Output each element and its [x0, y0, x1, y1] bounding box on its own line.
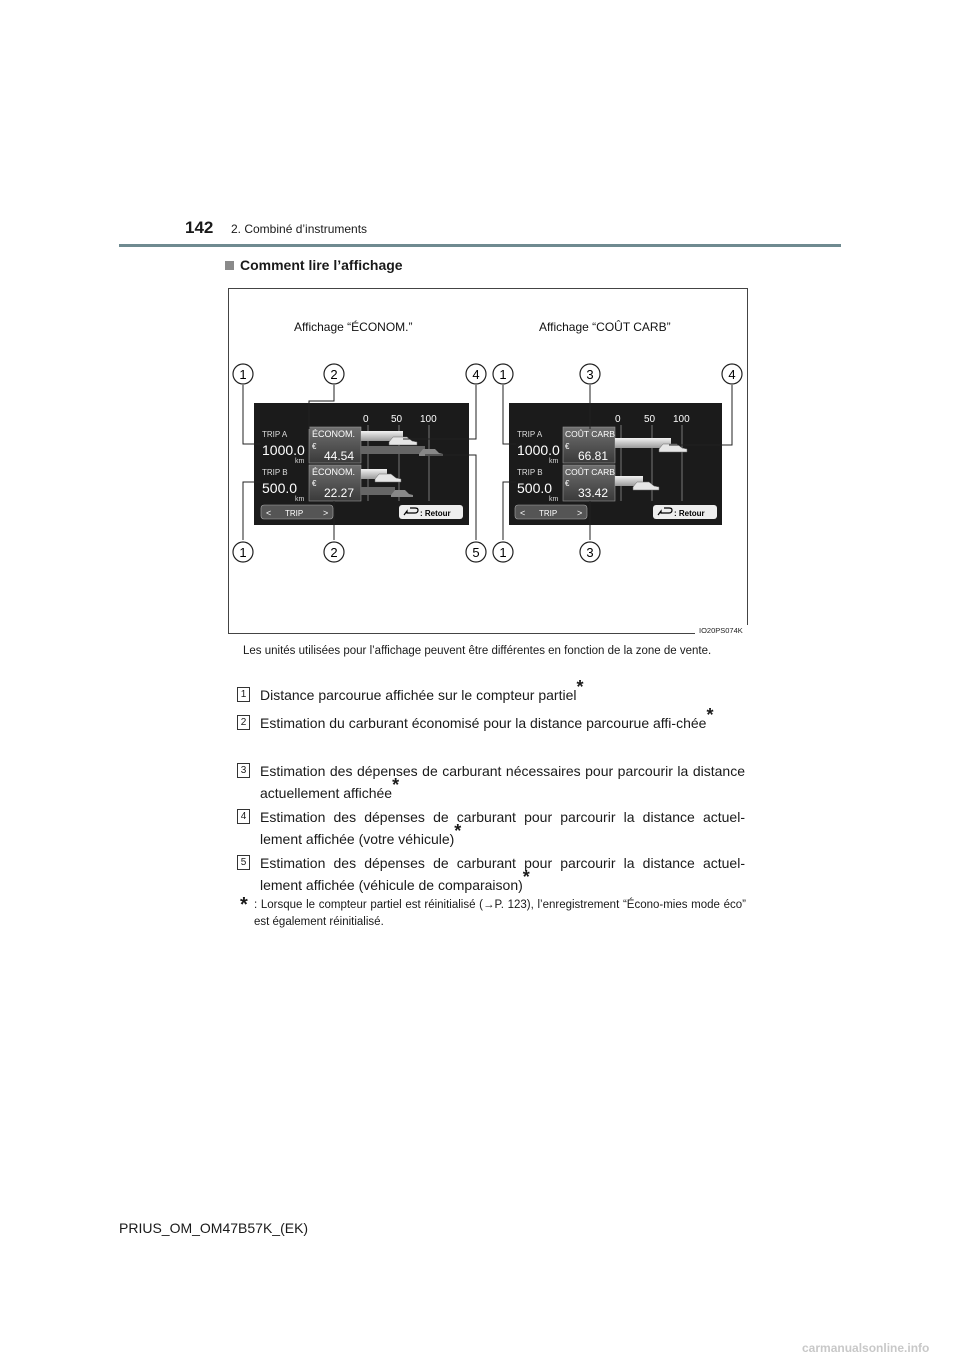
trip-b-unit: km — [549, 496, 559, 503]
euro-b-symbol: € — [312, 479, 317, 488]
item-number-badge: 3 — [237, 763, 250, 778]
section-heading-text: Comment lire l’affichage — [240, 257, 403, 273]
econom-b-value: 22.27 — [324, 486, 355, 500]
trip-a-label: TRIP A — [517, 430, 543, 439]
scale-0-label: 0 — [363, 414, 369, 425]
item-text: Estimation du carburant économisé pour la distance parcourue affi-chée — [260, 715, 707, 731]
econom-a-value: 44.54 — [324, 449, 355, 463]
item-number-badge: 1 — [237, 687, 250, 702]
figure-caption: Les unités utilisées pour l’affichage peuvent être différentes en fonction de la zone de vente. — [243, 645, 712, 657]
list-item — [237, 705, 745, 734]
watermark-text: carmanualsonline.info — [802, 1341, 930, 1355]
asterisk-mark: * — [522, 867, 530, 887]
trip-a-distance: 1000.0 — [262, 442, 305, 458]
trip-button-label: TRIP — [285, 509, 304, 518]
trip-b-distance: 500.0 — [262, 480, 298, 496]
document-code: PRIUS_OM_OM47B57K_(EK) — [119, 1220, 309, 1236]
cout-carb-screen — [509, 403, 722, 525]
asterisk-mark: * — [454, 821, 462, 841]
item-number-badge: 4 — [237, 809, 250, 824]
trip-b-distance: 500.0 — [517, 480, 553, 496]
scale-50-label: 50 — [644, 414, 656, 425]
item-number-badge: 2 — [237, 715, 250, 730]
scale-100-label: 100 — [673, 414, 690, 425]
chevron-left-icon: < — [520, 508, 526, 518]
callout-4: 4 — [728, 367, 736, 382]
section-title: 2. Combiné d’instruments — [231, 222, 368, 236]
callout-4: 4 — [472, 367, 480, 382]
comparison-bar-b — [361, 487, 395, 495]
header-divider — [119, 244, 841, 247]
trip-a-unit: km — [295, 458, 305, 465]
trip-button-label: TRIP — [539, 509, 558, 518]
cost-b-label: COÛT CARB — [565, 467, 615, 477]
square-bullet-icon — [225, 261, 234, 270]
econom-a-label: ÉCONOM. — [312, 429, 356, 439]
footnote-asterisk: * — [240, 894, 248, 916]
econom-screen — [254, 403, 469, 525]
callout-2: 2 — [330, 367, 338, 382]
left-display-title: Affichage “ÉCONOM.” — [294, 320, 413, 334]
asterisk-mark: * — [576, 677, 584, 697]
euro-a-symbol: € — [312, 442, 317, 451]
chevron-left-icon: < — [266, 508, 272, 518]
scale-0-label: 0 — [615, 414, 621, 425]
list-item — [237, 852, 745, 896]
callout-5: 5 — [472, 545, 480, 560]
item-text: Estimation des dépenses de carburant nécessaires pour parcourir la distance actuellement affichée — [260, 763, 745, 801]
section-heading — [216, 257, 403, 273]
callout-1: 1 — [239, 545, 247, 560]
right-display-title: Affichage “COÛT CARB” — [539, 320, 671, 334]
trip-b-label: TRIP B — [262, 468, 288, 477]
back-button-label: : Retour — [674, 509, 705, 518]
cost-a-label: COÛT CARB — [565, 429, 615, 439]
scale-50-label: 50 — [391, 414, 403, 425]
item-number-badge: 5 — [237, 855, 250, 870]
trip-b-unit: km — [295, 496, 305, 503]
list-item — [237, 760, 745, 804]
euro-b-symbol: € — [565, 479, 570, 488]
callout-1: 1 — [499, 367, 507, 382]
item-text: Distance parcourue affichée sur le compteur partiel — [260, 687, 577, 703]
econom-b-label: ÉCONOM. — [312, 467, 356, 477]
back-button-label: : Retour — [420, 509, 451, 518]
list-item — [237, 677, 745, 706]
chevron-right-icon: > — [577, 508, 583, 518]
asterisk-mark: * — [392, 775, 400, 795]
cost-b-value: 33.42 — [578, 486, 609, 500]
trip-a-label: TRIP A — [262, 430, 288, 439]
callout-3: 3 — [586, 545, 594, 560]
instrument-display-figure — [228, 288, 748, 634]
item-text: Estimation des dépenses de carburant pour parcourir la distance actuel-lement affichée (véhicule de comparaison) — [260, 855, 745, 893]
chevron-right-icon: > — [323, 508, 329, 518]
trip-a-distance: 1000.0 — [517, 442, 560, 458]
list-item — [237, 806, 745, 850]
trip-b-label: TRIP B — [517, 468, 543, 477]
callout-3: 3 — [586, 367, 594, 382]
footnote — [240, 894, 746, 931]
item-text: Estimation des dépenses de carburant pour parcourir la distance actuel-lement affichée (votre véhicule) — [260, 809, 745, 847]
comparison-bar-a — [361, 446, 425, 454]
asterisk-mark: * — [706, 705, 714, 725]
page-number: 142 — [185, 218, 214, 237]
trip-a-unit: km — [549, 458, 559, 465]
cost-a-value: 66.81 — [578, 449, 609, 463]
callout-1: 1 — [239, 367, 247, 382]
callout-1: 1 — [499, 545, 507, 560]
footnote-text: : Lorsque le compteur partiel est réinitialisé (→P. 123), l’enregistrement “Écono-mies mode éco” est également réinitialisé. — [254, 899, 746, 928]
figure-illustration — [229, 289, 749, 635]
euro-a-symbol: € — [565, 442, 570, 451]
figure-code: IO20PS074K — [699, 626, 743, 635]
callout-2: 2 — [330, 545, 338, 560]
scale-100-label: 100 — [420, 414, 437, 425]
